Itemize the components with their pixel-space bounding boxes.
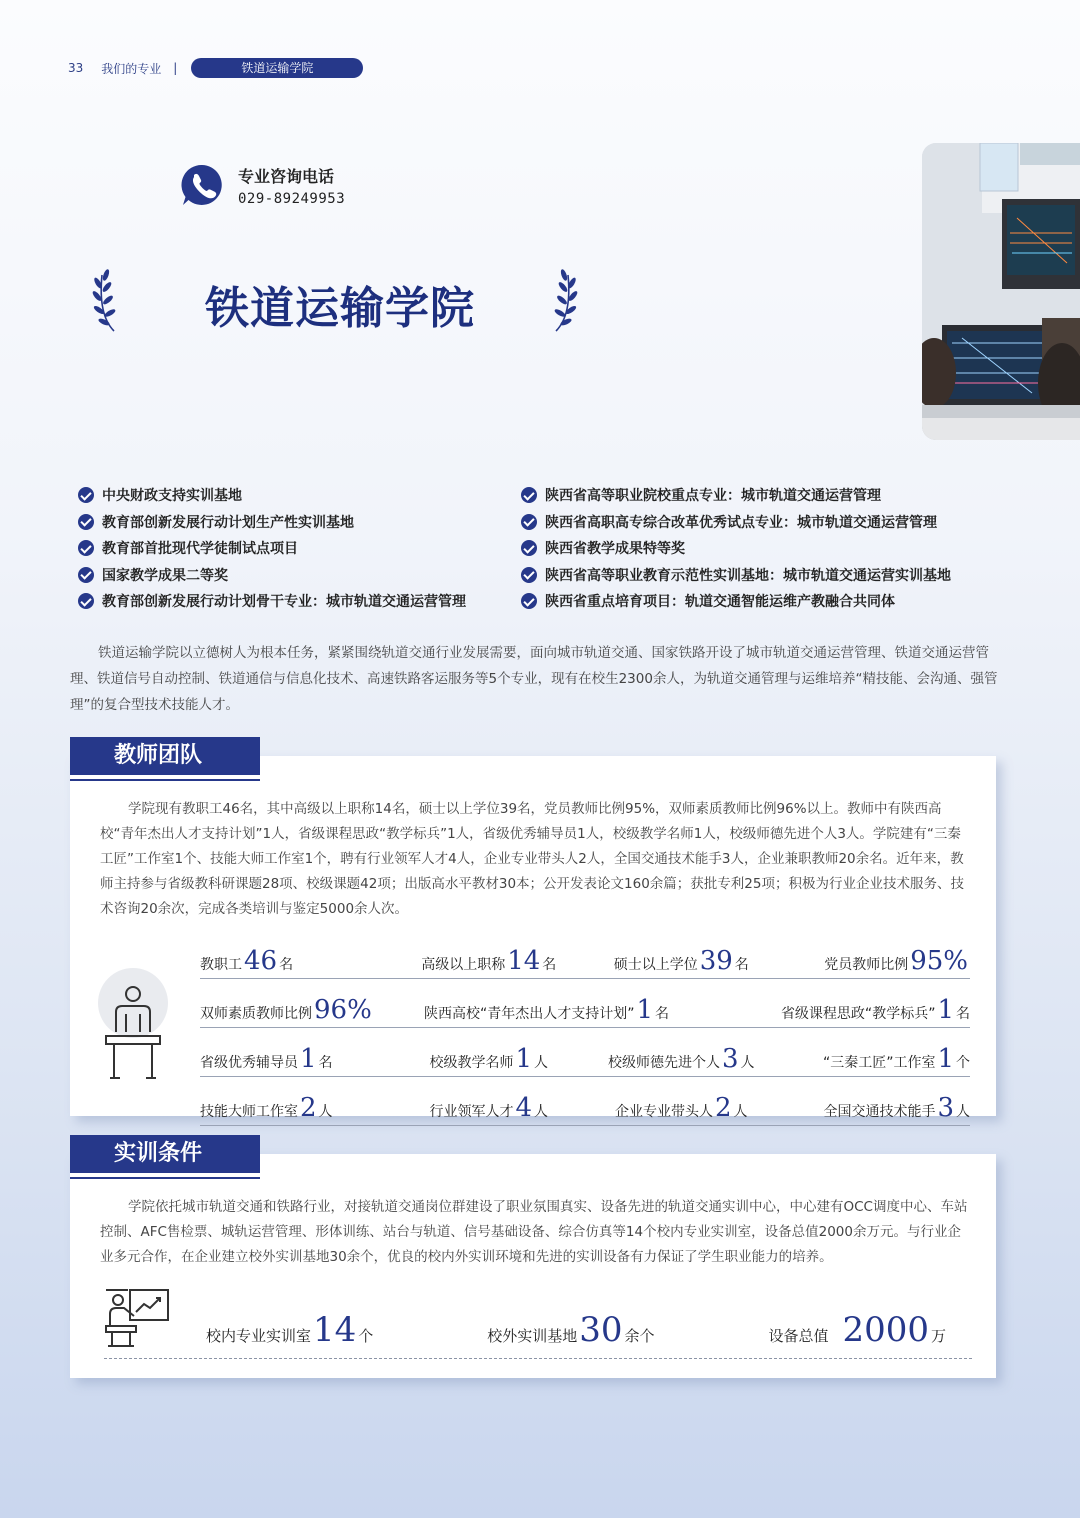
stats-row — [200, 930, 970, 979]
stats-row — [200, 1028, 970, 1077]
stat-unit: 人 — [956, 1104, 970, 1120]
stat-unit: 名 — [734, 957, 749, 973]
honor-text: 陕西省教学成果特等奖 — [545, 541, 685, 558]
teachers-tab: 教师团队 — [70, 737, 260, 775]
page-header — [68, 58, 363, 78]
phone-number[interactable]: 029-89249953 — [238, 190, 346, 207]
stat-unit: 个 — [358, 1327, 374, 1345]
consult-phone — [180, 163, 345, 207]
stat-label: 行业领军人才 — [429, 1104, 514, 1120]
training-tab: 实训条件 — [70, 1135, 260, 1173]
stat-label: 企业专业带头人 — [614, 1104, 713, 1120]
check-icon — [78, 540, 94, 556]
training-presentation-icon — [104, 1286, 170, 1350]
training-paragraph: 学院依托城市轨道交通和铁路行业，对接轨道交通岗位群建设了职业氛围真实、设备先进的轨道交通实训中心，中心建有OCC调度中心、车站控制、AFC售检票、城轨运营管理、形体训练、站台与轨道、信号基础设备、综合仿真等14个校内专业实训室，设备总值2000余万元。与行业企业多元合作，在企业建立校外实训基地30余个，优良的校内外实训环境和先进的实训设备有力保证了学生职业能力的培养。 — [100, 1199, 968, 1265]
teacher-podium-icon — [102, 980, 164, 1084]
laurel-left-icon — [92, 265, 122, 333]
honor-item — [78, 535, 518, 562]
stat-unit: 名 — [655, 1006, 670, 1022]
check-icon — [78, 593, 94, 609]
teachers-stats — [200, 930, 970, 1126]
stat-value: 4 — [515, 1093, 533, 1123]
stat-cell — [585, 1044, 778, 1074]
phone-icon — [180, 163, 224, 207]
check-icon — [78, 514, 94, 530]
stat-cell — [200, 1044, 393, 1074]
stat-unit: 名 — [542, 957, 557, 973]
intro-paragraph: 铁道运输学院以立德树人为根本任务，紧紧围绕轨道交通行业发展需要，面向城市轨道交通、国家铁路开设了城市轨道交通运营管理、铁道交通运营管理、铁道信号自动控制、铁道通信与信息化技术、高速铁路客运服务等5个专业，现有在校生2300余人，为轨道交通管理与运维培养“精技能、会沟通、强管理”的复合型技术技能人才。 — [70, 645, 998, 713]
stat-unit: 个 — [956, 1055, 970, 1071]
section-name: 我们的专业 — [101, 61, 162, 76]
stat-label: 双师素质教师比例 — [200, 1006, 312, 1022]
stat-unit: 人 — [740, 1055, 755, 1071]
page-number: 33 — [68, 61, 84, 75]
stat-label: 硕士以上学位 — [613, 957, 698, 973]
stat-cell — [585, 1093, 778, 1123]
stat-value: 2 — [300, 1093, 317, 1123]
honor-text: 教育部创新发展行动计划骨干专业：城市轨道交通运营管理 — [102, 594, 466, 611]
stat-value: 2 — [714, 1093, 732, 1123]
stat-cell — [778, 1093, 971, 1123]
check-icon — [521, 593, 537, 609]
honor-item — [521, 535, 1041, 562]
page-title: 铁道运输学院 — [205, 283, 475, 334]
stat-unit: 名 — [279, 957, 294, 973]
control-room-photo — [922, 143, 1080, 440]
honor-text: 陕西省高等职业教育示范性实训基地：城市轨道交通运营实训基地 — [545, 567, 951, 584]
honor-text: 教育部首批现代学徒制试点项目 — [102, 541, 298, 558]
honor-item — [78, 562, 518, 589]
stat-cell — [585, 946, 778, 976]
stat-value: 1 — [937, 1044, 954, 1074]
stat-label: 高级以上职称 — [421, 957, 506, 973]
stat-unit: 名 — [318, 1055, 333, 1071]
check-icon — [521, 567, 537, 583]
honor-text: 陕西省重点培育项目：轨道交通智能运维产教融合共同体 — [545, 594, 895, 611]
stat-value: 2000 — [842, 1310, 929, 1350]
stat-cell — [691, 995, 970, 1025]
stat-label: 校外实训基地 — [487, 1327, 578, 1345]
header-divider: | — [173, 61, 178, 75]
stat-label: 教职工 — [200, 957, 242, 973]
stat-value: 46 — [244, 946, 278, 976]
teachers-paragraph: 学院现有教职工46名，其中高级以上职称14名，硕士以上学位39名，党员教师比例95%，双师素质教师比例96%以上。教师中有陕西高校“青年杰出人才支持计划”1人，省级课程思政“教学标兵”1人，省级优秀辅导员1人，校级教学名师1人，校级师德先进个人3人。学院建有“三秦工匠”工作室1个、技能大师工作室1个，聘有行业领军人才4人，企业专业带头人2人，全国交通技术能手3人，企业兼职教师20余名。近年来，教师主持参与省级教科研课题28项、校级课题42项；出版高水平教材30本；公开发表论文160余篇；获批专利25项；积极为行业企业技术服务、技术咨询20余次，完成各类培训与鉴定5000余人次。 — [100, 801, 964, 917]
stat-unit: 人 — [318, 1104, 333, 1120]
stat-unit: 人 — [534, 1104, 549, 1120]
stat-unit: 人 — [534, 1055, 549, 1071]
stat-label: 设备总值 — [768, 1327, 829, 1345]
stat-value: 3 — [937, 1093, 954, 1123]
honor-item — [78, 509, 518, 536]
training-stats — [206, 1310, 946, 1350]
stat-label: 校级师德先进个人 — [607, 1055, 720, 1071]
stat-label: 全国交通技术能手 — [823, 1104, 936, 1120]
honor-text: 中央财政支持实训基地 — [102, 488, 242, 505]
stat-value: 3 — [721, 1044, 739, 1074]
check-icon — [521, 514, 537, 530]
header-pill: 铁道运输学院 — [191, 58, 363, 78]
honor-text: 国家教学成果二等奖 — [102, 567, 228, 584]
check-icon — [78, 567, 94, 583]
stat-label: 陕西高校“青年杰出人才支持计划” — [423, 1006, 635, 1022]
stat-label: 省级课程思政“教学标兵” — [780, 1006, 936, 1022]
honor-item — [521, 588, 1041, 615]
stat-value: 95% — [910, 946, 968, 976]
stat-cell — [200, 946, 393, 976]
check-icon — [78, 487, 94, 503]
stat-cell — [393, 1093, 586, 1123]
stat-label: 技能大师工作室 — [200, 1104, 298, 1120]
check-icon — [521, 540, 537, 556]
stat-label: 校内专业实训室 — [206, 1327, 312, 1345]
stats-row — [200, 979, 970, 1028]
stat-cell — [393, 946, 586, 976]
honors-right — [521, 482, 1041, 615]
stat-unit: 名 — [956, 1006, 970, 1022]
honor-text: 教育部创新发展行动计划生产性实训基地 — [102, 514, 354, 531]
stat-cell — [778, 1044, 971, 1074]
stat-value: 1 — [515, 1044, 533, 1074]
stat-cell — [200, 1093, 393, 1123]
stat-value: 14 — [507, 946, 541, 976]
laurel-right-icon — [548, 265, 578, 333]
stat-unit: 余个 — [624, 1327, 655, 1345]
stat-label: 省级优秀辅导员 — [200, 1055, 298, 1071]
stat-value: 30 — [579, 1310, 623, 1350]
stat-cell — [402, 995, 691, 1025]
stat-value: 1 — [636, 995, 654, 1025]
honor-text: 陕西省高职高专综合改革优秀试点专业：城市轨道交通运营管理 — [545, 514, 937, 531]
honor-item — [521, 482, 1041, 509]
honor-item — [78, 482, 518, 509]
stat-unit: 人 — [733, 1104, 748, 1120]
stat-value: 96% — [314, 995, 372, 1025]
dashed-divider — [104, 1358, 972, 1359]
honor-text: 陕西省高等职业院校重点专业：城市轨道交通运营管理 — [545, 488, 881, 505]
phone-label: 专业咨询电话 — [238, 166, 335, 186]
stat-label: 校级教学名师 — [429, 1055, 514, 1071]
stat-cell — [200, 995, 402, 1025]
stat-value: 14 — [313, 1310, 357, 1350]
stat-cell — [206, 1310, 373, 1350]
stat-cell — [778, 946, 971, 976]
stats-row — [200, 1077, 970, 1126]
stat-label: “三秦工匠”工作室 — [822, 1055, 936, 1071]
honor-item — [78, 588, 518, 615]
stat-value: 1 — [300, 1044, 317, 1074]
honors-left — [78, 482, 518, 615]
check-icon — [521, 487, 537, 503]
stat-cell — [393, 1044, 586, 1074]
stat-label: 党员教师比例 — [824, 957, 909, 973]
honor-item — [521, 562, 1041, 589]
honor-item — [521, 509, 1041, 536]
stat-cell — [768, 1310, 946, 1350]
stat-value: 39 — [699, 946, 733, 976]
stat-unit: 万 — [930, 1327, 946, 1345]
stat-value: 1 — [937, 995, 954, 1025]
stat-cell — [487, 1310, 654, 1350]
